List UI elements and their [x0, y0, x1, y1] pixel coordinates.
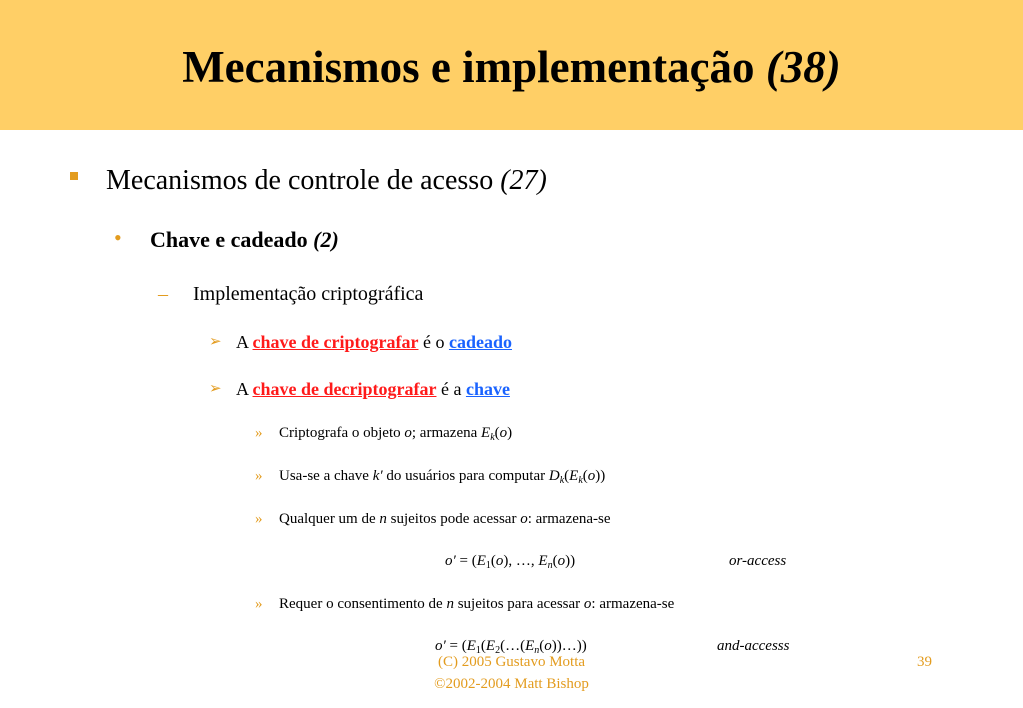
o: o — [520, 511, 528, 527]
bullet-level-1 — [106, 164, 547, 198]
expr-open: ( — [582, 468, 588, 484]
square-bullet-icon — [70, 172, 78, 180]
text: A — [236, 332, 249, 352]
dash-bullet-icon: – — [158, 283, 168, 305]
arrow-bullet-icon: ➢ — [209, 334, 222, 350]
paren-open: ( — [494, 425, 500, 441]
text: é a — [440, 379, 462, 399]
e: E — [481, 425, 491, 441]
k: k — [559, 475, 565, 486]
text: A — [236, 379, 249, 399]
o: o — [583, 596, 592, 612]
text: é o — [422, 332, 445, 352]
o: o — [404, 425, 412, 441]
label: and-accesss — [717, 638, 790, 654]
text: Usa-se a chave — [279, 468, 369, 484]
slide-number-ref: (38) — [765, 42, 841, 92]
o: o — [499, 425, 508, 441]
end: : armazena-se — [527, 511, 611, 527]
bullet-level-4-decrypt — [236, 377, 510, 401]
text: Requer o consentimento de — [279, 596, 443, 612]
bullet-level-5-and-access — [279, 594, 674, 614]
decrypt-key-term: chave de decriptografar — [252, 379, 437, 399]
expr-close: )) — [595, 468, 606, 484]
footer-copyright-1: (C) 2005 Gustavo Motta — [437, 654, 586, 670]
page-number: 39 — [917, 654, 932, 670]
slide-title-text: Mecanismos e implementação — [182, 42, 755, 92]
encrypt-key-term: chave de criptografar — [252, 332, 419, 352]
n: n — [379, 511, 387, 527]
and-access-formula: $o' = (E_1(E_2(\dots(E_n(o))\dots))$ — [435, 638, 587, 656]
label: or-access — [729, 553, 787, 569]
k: k — [578, 475, 583, 486]
bullet-level-3: Implementação criptográfica — [193, 283, 424, 305]
text: ; armazena — [411, 425, 478, 441]
n: n — [446, 596, 454, 612]
text: sujeitos para acessar — [457, 596, 581, 612]
e: E — [569, 468, 579, 484]
expr-open: ( — [564, 468, 570, 484]
arrow-bullet-icon: ➢ — [209, 381, 222, 397]
d: D — [548, 468, 560, 484]
lock-term: cadeado — [448, 332, 512, 352]
bullet-level-5-encrypt-object — [279, 423, 512, 443]
text: Qualquer um de — [279, 511, 376, 527]
bullet-level-4-encrypt — [236, 330, 512, 354]
footer-copyright-2: ©2002-2004 Matt Bishop — [434, 676, 589, 692]
bullet-level-1-text: Mecanismos de controle de acesso — [106, 165, 494, 196]
dot-bullet-icon: • — [114, 225, 122, 250]
k: k — [490, 432, 495, 443]
bullet-level-2 — [150, 226, 339, 254]
bullet-level-2-num: (2) — [313, 227, 339, 252]
key-term: chave — [465, 379, 510, 399]
bullet-level-1-num: (27) — [500, 165, 547, 196]
bullet-level-2-text: Chave e cadeado — [150, 227, 308, 252]
text: Criptografa o objeto — [279, 425, 401, 441]
bullet-level-5-decrypt-key — [279, 466, 605, 486]
raquo-bullet-icon: » — [255, 596, 263, 612]
or-access-label — [729, 551, 786, 571]
text: sujeitos pode acessar — [390, 511, 517, 527]
o: o — [587, 468, 596, 484]
or-access-formula: $o' = (E_1(o)$, …, $E_n(o)$) — [445, 553, 576, 571]
bullet-level-5-or-access — [279, 509, 611, 529]
raquo-bullet-icon: » — [255, 468, 263, 484]
text: do usuários para computar — [386, 468, 546, 484]
raquo-bullet-icon: » — [255, 425, 263, 441]
end: : armazena-se — [591, 596, 675, 612]
raquo-bullet-icon: » — [255, 511, 263, 527]
kprime: k′ — [372, 468, 383, 484]
paren-close: ) — [507, 425, 513, 441]
slide-title — [0, 40, 1023, 94]
